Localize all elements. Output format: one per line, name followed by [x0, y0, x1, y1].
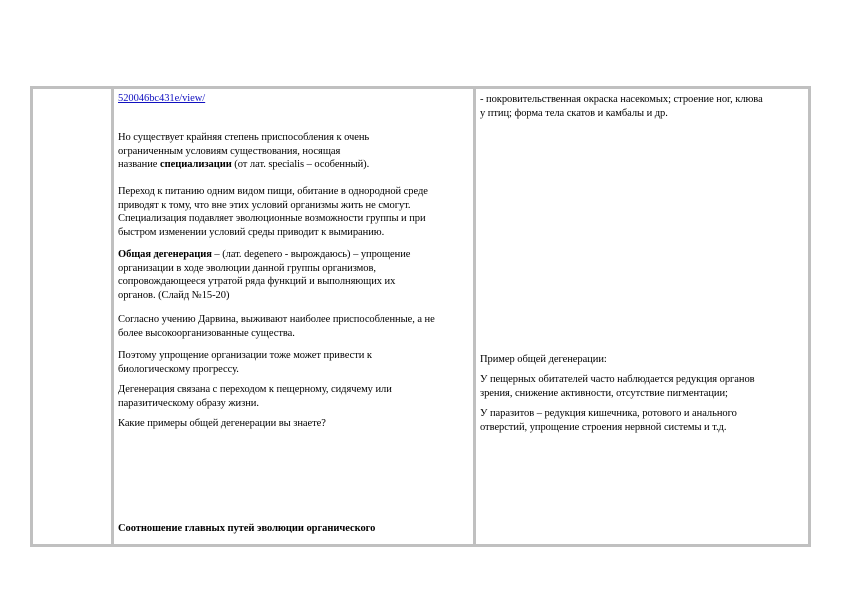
text-line: Дегенерация связана с переходом к пещерному, сидячему или: [118, 384, 392, 395]
text-line: более высокоорганизованные существа.: [118, 327, 295, 339]
paragraph-specialization-effect: [118, 185, 470, 239]
text-line: у птиц; форма тела скатов и камбалы и др.: [480, 107, 668, 119]
paragraph-degeneration-definition: [118, 248, 470, 302]
text-line: быстром изменении условий среды приводит к вымиранию.: [118, 226, 385, 238]
term-specialization: специализации: [159, 159, 232, 170]
question-line: [118, 417, 470, 431]
paragraph-specialization: [118, 131, 470, 172]
text-line: У пещерных обитателей часто наблюдается редукция органов: [480, 374, 755, 385]
paragraph-adaptation-examples: [480, 93, 805, 120]
text-line: зрения, снижение активности, отсутствие пигментации;: [480, 387, 728, 399]
text-line: отверстий, упрощение строения нервной системы и т.д.: [480, 421, 727, 433]
example-heading: [480, 353, 805, 367]
text-line: Специализация подавляет эволюционные возможности группы и при: [118, 213, 426, 224]
paragraph-parasite-example: [480, 407, 805, 434]
text-line: Соотношение главных путей эволюции органического: [118, 523, 376, 534]
table-cell-lesson-text: [114, 89, 476, 544]
text-line: Общая дегенерация – (лат. degenero - вырождаюсь) – упрощение: [118, 249, 411, 260]
text-line: Согласно учению Дарвина, выживают наиболее приспособленные, а не: [118, 314, 435, 325]
text-line: ограниченным условиям существования, носящая: [118, 145, 341, 157]
text-line: название специализации (от лат. specialis – особенный).: [118, 159, 370, 170]
text-line: Но существует крайняя степень приспособления к очень: [118, 132, 370, 143]
text-line: сопровождающееся утратой ряда функций и выполняющих их: [118, 276, 396, 287]
text-line: Переход к питанию одним видом пищи, обитание в однородной среде: [118, 186, 428, 197]
text-line: паразитическому образу жизни.: [118, 397, 259, 409]
text-line: Какие примеры общей дегенерации вы знаете?: [118, 418, 326, 429]
table-cell-empty: [33, 89, 114, 544]
text-line: - покровительственная окраска насекомых; строение ног, клюва: [480, 94, 763, 105]
table-cell-answers: [476, 89, 808, 544]
content-table: [30, 86, 811, 547]
text-line: Пример общей дегенерации:: [480, 354, 607, 365]
text-line: Поэтому упрощение организации тоже может привести к: [118, 350, 372, 361]
paragraph-cave-example: [480, 373, 805, 400]
paragraph-progress: [118, 349, 470, 376]
text-line: органов. (Слайд №15-20): [118, 289, 230, 301]
video-link-line: [118, 92, 470, 106]
text-line: У паразитов – редукция кишечника, ротового и анального: [480, 408, 737, 419]
text-line: приводят к тому, что вне этих условий организмы жить не смогут.: [118, 199, 411, 211]
paragraph-lifestyle: [118, 383, 470, 410]
section-heading: [118, 522, 470, 536]
text-line: организации в ходе эволюции данной группы организмов,: [118, 262, 376, 274]
term-general-degeneration: Общая дегенерация: [118, 249, 212, 260]
text-line: биологическому прогрессу.: [118, 363, 239, 375]
video-link[interactable]: 520046bc431e/view/: [118, 93, 206, 104]
paragraph-darwin: [118, 313, 470, 340]
